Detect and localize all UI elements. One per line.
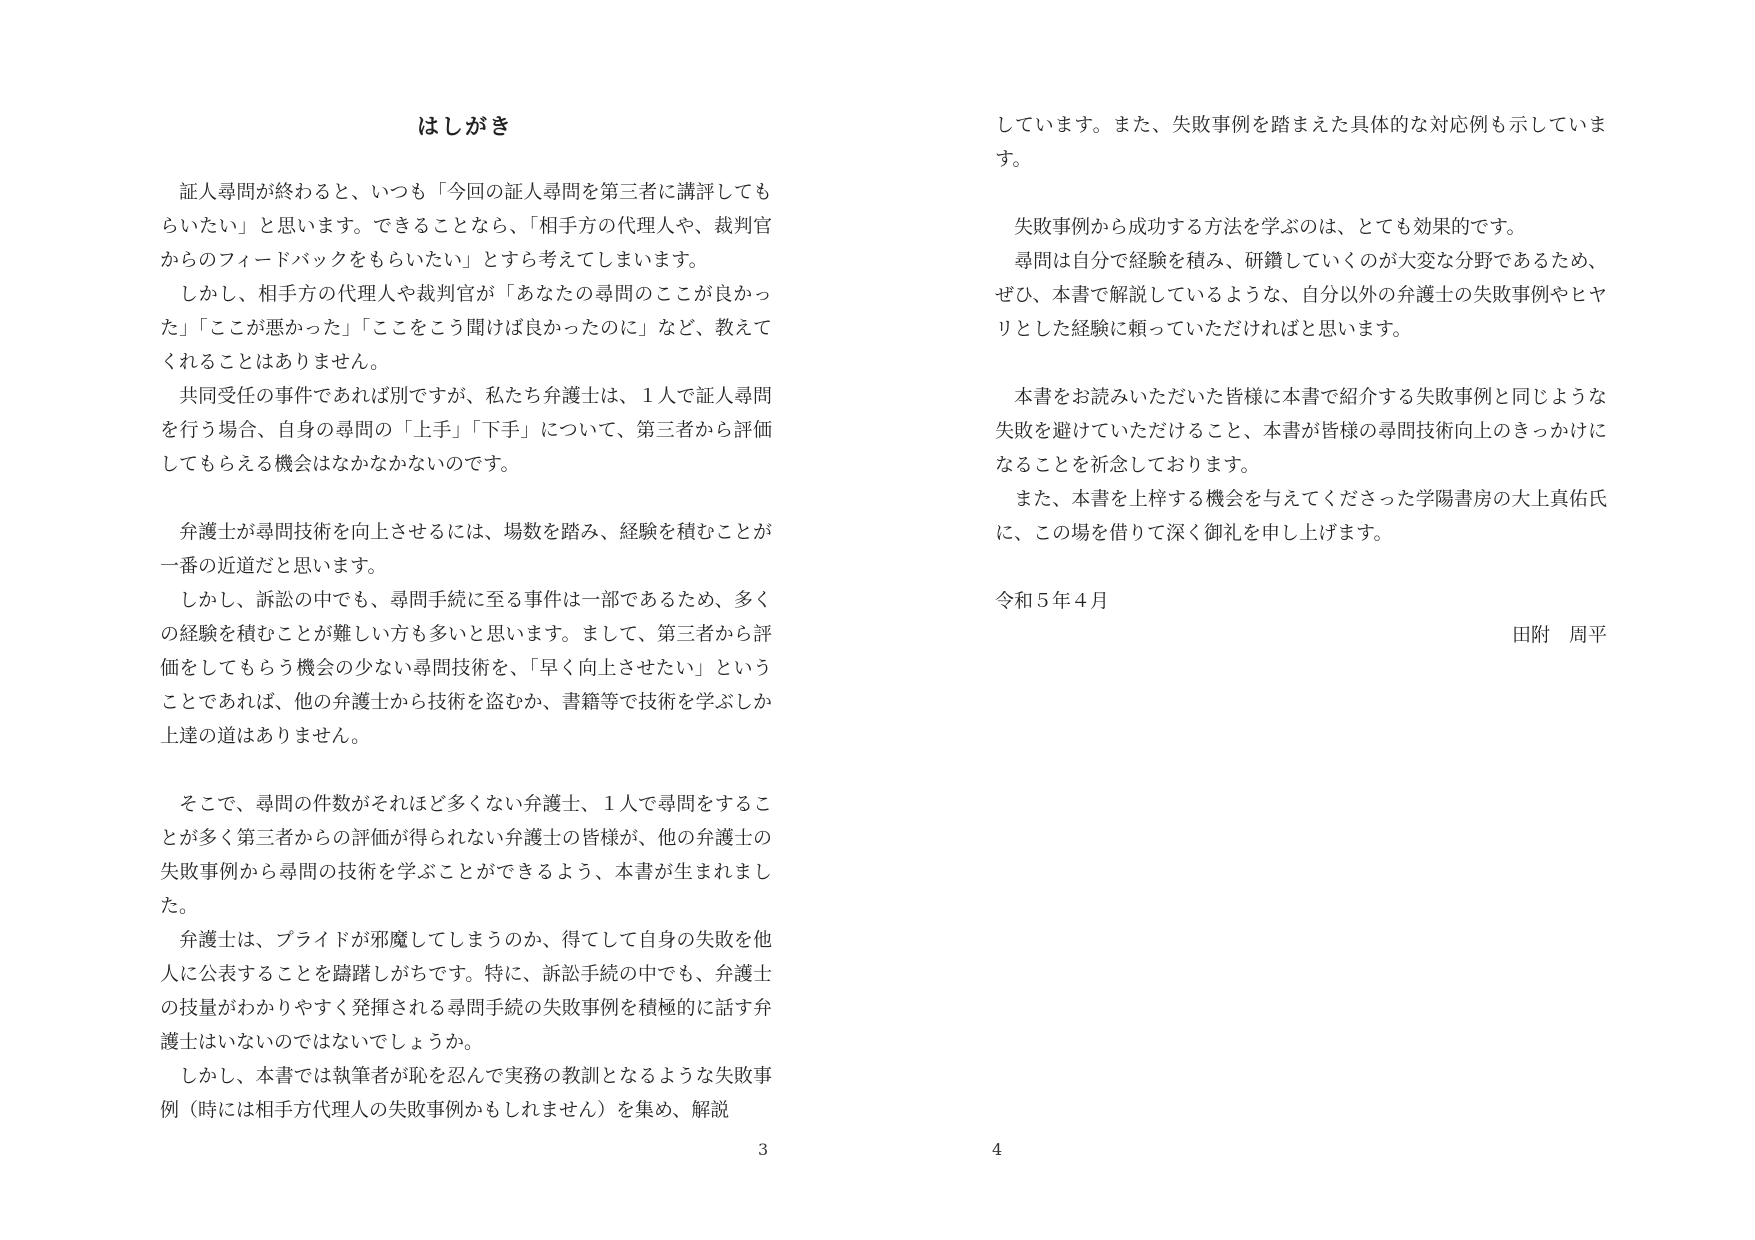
- page-title: はしがき: [416, 115, 513, 140]
- paragraph: しかし、本書では執筆者が恥を忍んで実務の教訓となるような失敗事例（時には相手方代理人の失敗事例かもしれません）を集め、解説: [160, 1065, 772, 1121]
- paragraph: しかし、相手方の代理人や裁判官が「あなたの尋問のここが良かった」「ここが悪かった」「ここをこう聞けば良かったのに」など、教えてくれることはありません。: [160, 283, 772, 373]
- left-page-body: [160, 175, 772, 1127]
- paragraph-continuation: しています。また、失敗事例を踏まえた具体的な対応例も示しています。: [995, 114, 1607, 170]
- paragraph: 弁護士は、プライドが邪魔してしまうのか、得てして自身の失敗を他人に公表することを躊躇しがちです。特に、訴訟手続の中でも、弁護士の技量がわかりやすく発揮される尋問手続の失敗事例を積極的に話す弁護士はいないのではないでしょうか。: [160, 929, 772, 1053]
- date: 令和５年４月: [995, 590, 1110, 612]
- page-number: 4: [992, 1140, 1003, 1159]
- paragraph-gap: [995, 346, 1607, 380]
- paragraph-gap: [995, 550, 1607, 584]
- paragraph: また、本書を上梓する機会を与えてくださった学陽書房の大上真佑氏に、この場を借りて深く御礼を申し上げます。: [995, 488, 1607, 544]
- author-name: 田附 周平: [1511, 624, 1607, 646]
- paragraph: 本書をお読みいただいた皆様に本書で紹介する失敗事例と同じような失敗を避けていただけること、本書が皆様の尋問技術向上のきっかけになることを祈念しております。: [995, 386, 1607, 476]
- paragraph: 共同受任の事件であれば別ですが、私たち弁護士は、１人で証人尋問を行う場合、自身の尋問の「上手」「下手」について、第三者から評価してもらえる機会はなかなかないのです。: [160, 385, 772, 475]
- paragraph-gap: [160, 481, 772, 515]
- paragraph: 証人尋問が終わると、いつも「今回の証人尋問を第三者に講評してもらいたい」と思います。できることなら、「相手方の代理人や、裁判官からのフィードバックをもらいたい」とすら考えてしまいます。: [160, 181, 772, 271]
- paragraph-gap: [160, 753, 772, 787]
- paragraph: 尋問は自分で経験を積み、研鑽していくのが大変な分野であるため、ぜひ、本書で解説しているような、自分以外の弁護士の失敗事例やヒヤリとした経験に頼っていただければと思います。: [995, 250, 1607, 340]
- paragraph: 失敗事例から成功する方法を学ぶのは、とても効果的です。: [1014, 216, 1526, 238]
- left-page: [0, 0, 877, 1240]
- paragraph-gap: [995, 176, 1607, 210]
- right-page: [877, 0, 1755, 1240]
- page-number: 3: [758, 1140, 769, 1159]
- paragraph: そこで、尋問の件数がそれほど多くない弁護士、１人で尋問をすることが多く第三者からの評価が得られない弁護士の皆様が、他の弁護士の失敗事例から尋問の技術を学ぶことができるよう、本書が生まれました。: [160, 793, 772, 917]
- paragraph: しかし、訴訟の中でも、尋問手続に至る事件は一部であるため、多くの経験を積むことが難しい方も多いと思います。まして、第三者から評価をしてもらう機会の少ない尋問技術を、「早く向上させたい」ということであれば、他の弁護士から技術を盗むか、書籍等で技術を学ぶしか上達の道はありません。: [160, 589, 772, 747]
- paragraph: 弁護士が尋問技術を向上させるには、場数を踏み、経験を積むことが一番の近道だと思います。: [160, 521, 772, 577]
- right-page-body: [995, 108, 1607, 652]
